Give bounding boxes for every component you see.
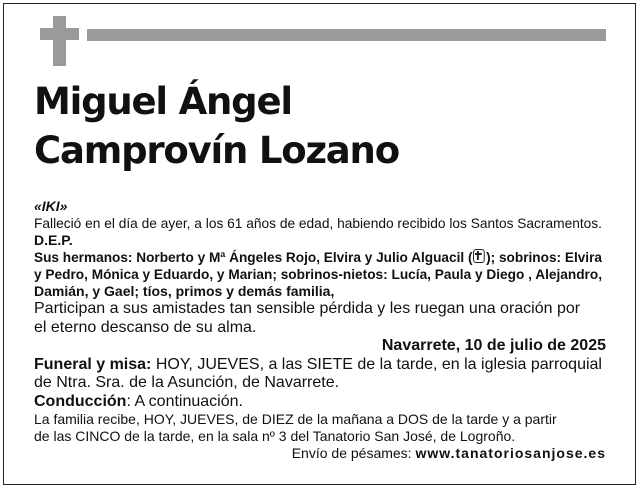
family-line-1: Sus hermanos: Norberto y Mª Ángeles Rojo, Elvira y Julio Alguacil ( ); sobrinos: Elvira xyxy=(34,249,602,265)
dep: D.E.P. xyxy=(34,232,73,248)
conduccion-label: Conducción xyxy=(34,392,127,410)
participan-line-1: Participan a sus amistades tan sensible pérdida y les ruegan una oración por xyxy=(34,300,581,317)
deceased-name-line1: Miguel Ángel xyxy=(34,80,292,123)
cross-circle-icon xyxy=(473,249,485,263)
funeral-label: Funeral y misa: xyxy=(34,355,152,373)
death-note: Falleció en el día de ayer, a los 61 años de edad, habiendo recibido los Santos Sacramentos. xyxy=(34,215,602,231)
motto: «IKI» xyxy=(34,198,68,214)
cross-icon xyxy=(53,16,66,66)
cross-icon-bar xyxy=(40,28,79,40)
visit-line-2: de las CINCO de la tarde, en la sala nº 3 del Tanatorio San José, de Logroño. xyxy=(34,428,516,444)
funeral-line-2: de Ntra. Sra. de la Asunción, de Navarrete. xyxy=(34,374,340,391)
header-rule xyxy=(87,29,606,41)
visit-line-1: La familia recibe, HOY, JUEVES, de DIEZ de la mañana a DOS de la tarde y a partir xyxy=(34,411,557,427)
place-date: Navarrete, 10 de julio de 2025 xyxy=(381,337,606,354)
funeral-line-1: Funeral y misa: HOY, JUEVES, a las SIETE de la tarde, en la iglesia parroquial xyxy=(34,355,602,373)
condolences-line: Envío de pésames: www.tanatoriosanjose.es xyxy=(291,445,606,461)
deceased-name-line2: Camprovín Lozano xyxy=(34,129,399,172)
family-line-3: Damián, y Gael; tíos, primos y demás familia, xyxy=(34,283,335,299)
conduccion-line: Conducción: A continuación. xyxy=(34,392,243,410)
condolences-url[interactable]: www.tanatoriosanjose.es xyxy=(415,445,606,461)
participan-line-2: el eterno descanso de su alma. xyxy=(34,318,257,336)
family-line-2: y Pedro, Mónica y Eduardo, y Marian; sobrinos-nietos: Lucía, Paula y Diego , Alejandro, xyxy=(34,266,603,282)
obituary-body xyxy=(34,198,606,462)
